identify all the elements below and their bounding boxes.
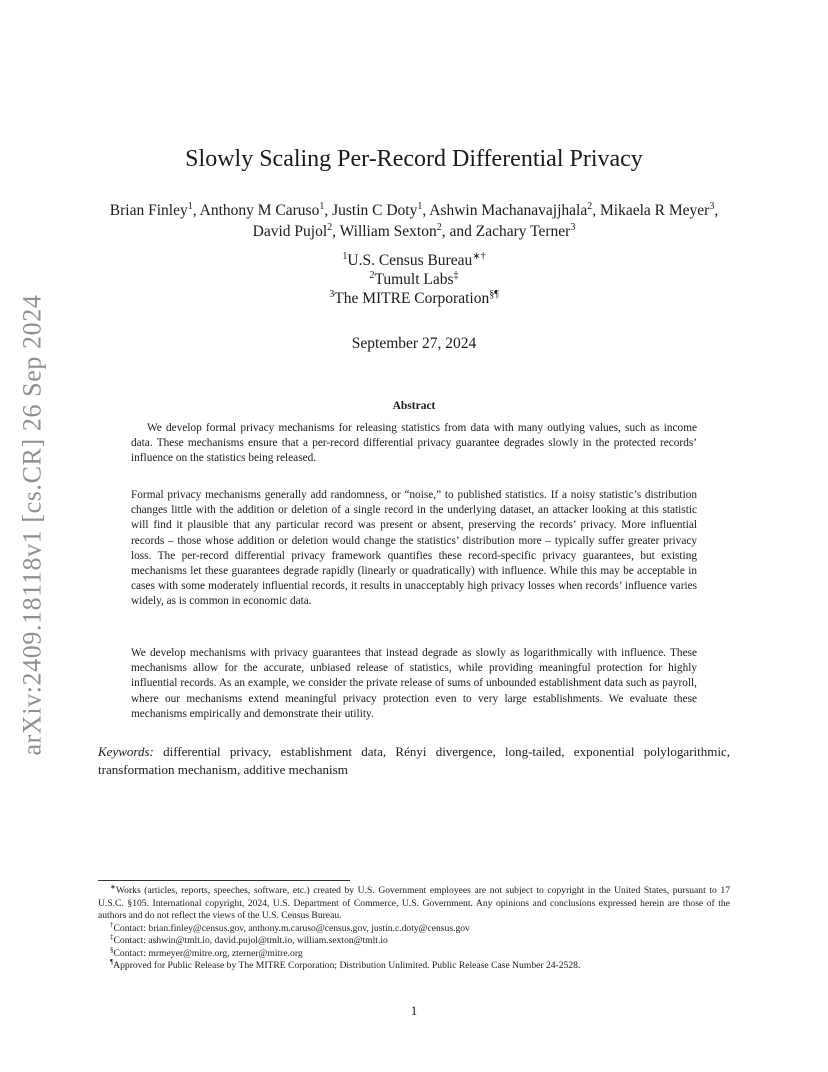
arxiv-identifier-stamp [15, 290, 49, 760]
arxiv-id-text: arXiv:2409.18118v1 [cs.CR] 26 Sep 2024 [17, 294, 47, 756]
author: Mikaela R Meyer$^3$, [599, 200, 719, 219]
paper-title: Slowly Scaling Per-Record Differential Privacy [185, 146, 643, 172]
author: Ashwin Machanavajjhala$^2$, [429, 200, 600, 219]
author: Justin C Doty$^1$, [332, 200, 430, 219]
page-number: 1 [410, 1003, 418, 1018]
affiliation-mitre: $^3$The MITRE Corporation§¶ [329, 288, 499, 307]
footnote: †Contact: brian.finley@census.gov, anthony.m.caruso@census.gov, justin.c.doty@census.gov [110, 920, 470, 934]
keywords-label: Keywords: [98, 744, 154, 759]
author: William Sexton$^2$, and [339, 221, 476, 240]
abstract-paragraph: We develop formal privacy mechanisms for releasing statistics from data with many outlying values, such as income data. These mechanisms ensure that a per-record differential privacy guarantee degrades slowly in the protected records’ influence on the statistics being released. [131, 422, 697, 465]
author: Zachary Terner$^3$ [475, 221, 576, 240]
footnote: ¶Approved for Public Release by The MITRE Corporation; Distribution Unlimited. Public Release Case Number 24-2528. [110, 957, 581, 971]
publication-date: September 27, 2024 [351, 335, 477, 352]
footnotes [98, 882, 730, 973]
keywords [98, 743, 730, 779]
footnote: ‡Contact: ashwin@tmlt.io, david.pujol@tmlt.io, william.sexton@tmlt.io [110, 932, 388, 946]
footnote-rule [98, 880, 350, 881]
abstract-paragraph: We develop mechanisms with privacy guarantees that instead degrade as slowly as logarithmically with influence. These mechanisms allow for the accurate, unbiased release of statistics, while providing meaningful protection for highly influential records. As an example, we consider the private release of sums of unbounded establishment data such as payroll, where our mechanisms extend meaningful privacy protection even to very large establishments. We evaluate these mechanisms empirically and demonstrate their utility. [131, 647, 697, 720]
author: David Pujol$^2$, [252, 221, 340, 240]
author: Anthony M Caruso$^1$, [199, 200, 333, 219]
author-list [90, 200, 738, 242]
keywords-text: differential privacy, establishment data, Rényi divergence, long-tailed, exponential polylogarithmic, transformation mechanism, additive mechanism [98, 744, 730, 777]
abstract-heading: Abstract [392, 400, 436, 412]
author: Brian Finley$^1$, [109, 200, 200, 219]
affiliation-census: $^1$U.S. Census Bureau∗† [342, 250, 486, 269]
abstract-paragraph: Formal privacy mechanisms generally add randomness, or “noise,” to published statistics. If a noisy statistic’s distribution changes little with the addition or deletion of a single record in the underlying dataset, an attacker looking at this statistic will find it plausible that any particular record was present or absent, preserving the records’ privacy. More influential records – those whose addition or deletion would change the statistics’ distribution more – typically suffer greater privacy loss. The per-record differential privacy framework quantifies these record-specific privacy guarantees, but existing mechanisms let these guarantees degrade rapidly (linearly or quadratically) with influence. While this may be acceptable in cases with some moderately influential records, it results in unacceptably high privacy losses when records’ influence varies widely, as is common in economic data. [131, 489, 697, 608]
footnote: §Contact: mrmeyer@mitre.org, zterner@mitre.org [110, 945, 303, 959]
affiliation-tumult: $^2$Tumult Labs‡ [369, 269, 459, 288]
footnote: ∗Works (articles, reports, speeches, software, etc.) created by U.S. Government employees are not subject to copyright in the United States, pursuant to 17 U.S.C. §105. International copyright, 2024, U.S. Department of Commerce, U.S. Government. Any opinions and conclusions expressed herein are those of the authors and do not reflect the views of the U.S. Census Bureau. [98, 882, 730, 921]
